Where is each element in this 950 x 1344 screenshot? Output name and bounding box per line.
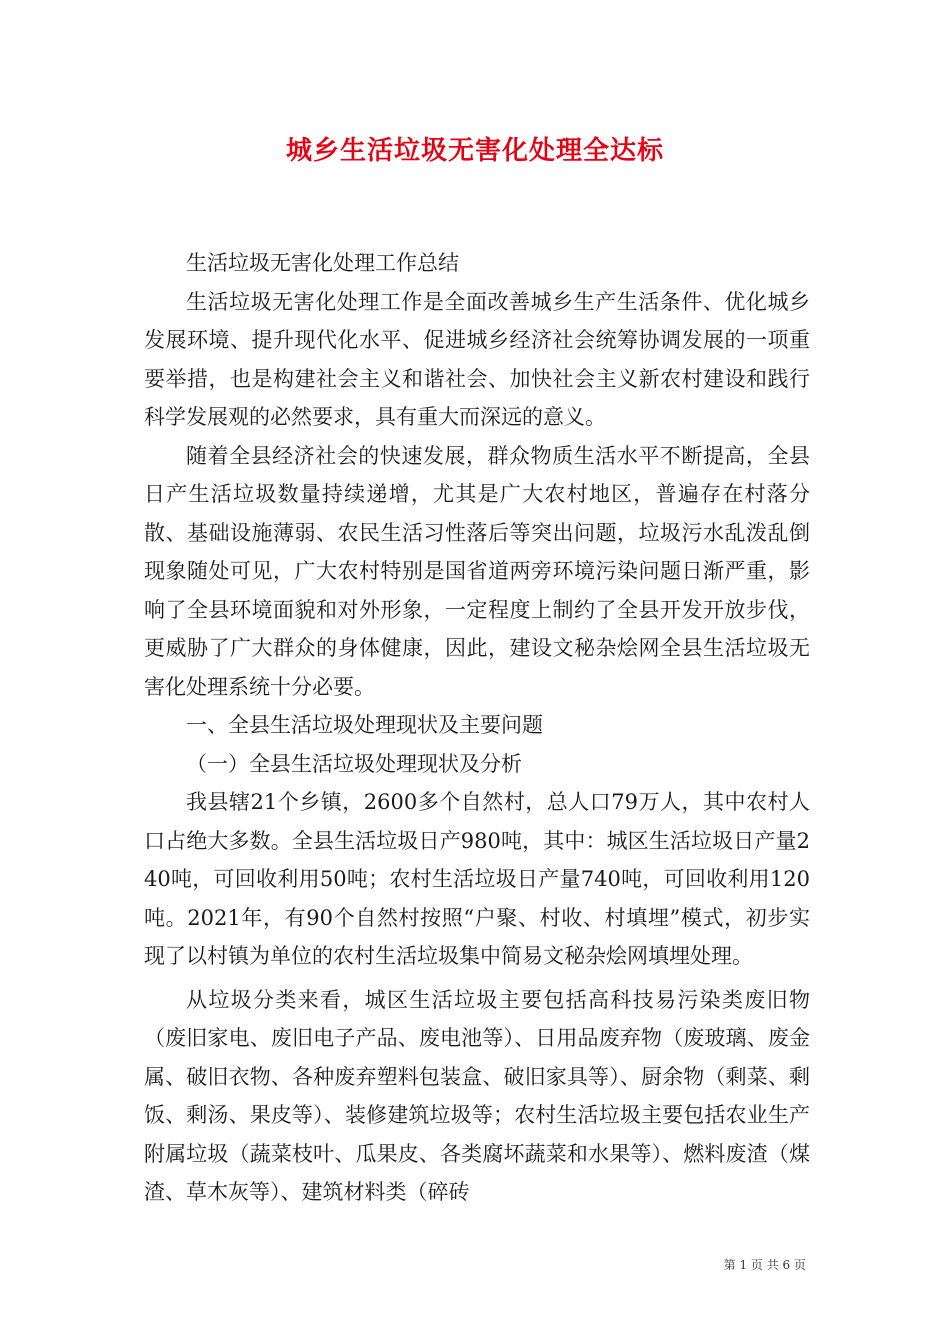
section-heading-1: 一、全县生活垃圾处理现状及主要问题 [186,713,543,737]
paragraph-intro: 生活垃圾无害化处理工作是全面改善城乡生产生活条件、优化城乡发展环境、提升现代化水平、促进城乡经济社会统筹协调发展的一项重要举措，也是构建社会主义和谐社会、加快社会主义新农村建设和践行科学发展观的必然要求，具有重大而深远的意义。 [144,289,810,429]
document-title: 城乡生活垃圾无害化处理全达标 [285,136,664,166]
paragraph-current-status: 我县辖21个乡镇，2600多个自然村，总人口79万人，其中农村人口占绝大多数。全县生活垃圾日产980吨，其中：城区生活垃圾日产量240吨，可回收利用50吨；农村生活垃圾日产量740吨，可回收利用120吨。2021年，有90个自然村按照“户聚、村收、村填埋”模式，初步实现了以村镇为单位的农村生活垃圾集中简易文秘杂烩网填埋处理。 [144,790,810,968]
subsection-heading-1: （一）全县生活垃圾处理现状及分析 [186,751,522,776]
paragraph-background: 随着全县经济社会的快速发展，群众物质生活水平不断提高，全县日产生活垃圾数量持续递增，尤其是广大农村地区，普遍存在村落分散、基础设施薄弱、农民生活习性落后等突出问题，垃圾污水乱泼乱倒现象随处可见，广大农村特别是国省道两旁环境污染问题日渐严重，影响了全县环境面貌和对外形象，一定程度上制约了全县开发开放步伐，更威胁了广大群众的身体健康，因此，建设文秘杂烩网全县生活垃圾无害化处理系统十分必要。 [144,443,810,699]
paragraph-summary-heading: 生活垃圾无害化处理工作总结 [186,251,459,275]
document-body [144,244,810,1212]
page-indicator: 第 1 页 共 6 页 [723,1258,806,1272]
paragraph-classification: 从垃圾分类来看，城区生活垃圾主要包括高科技易污染类废旧物（废旧家电、废旧电子产品、废电池等）、日用品废弃物（废玻璃、废金属、破旧衣物、各种废弃塑料包装盒、破旧家具等）、厨余物（剩菜、剩饭、剩汤、果皮等）、装修建筑垃圾等；农村生活垃圾主要包括农业生产附属垃圾（蔬菜枝叶、瓜果皮、各类腐坏蔬菜和水果等）、燃料废渣（煤渣、草木灰等）、建筑材料类（碎砖 [144,987,810,1204]
